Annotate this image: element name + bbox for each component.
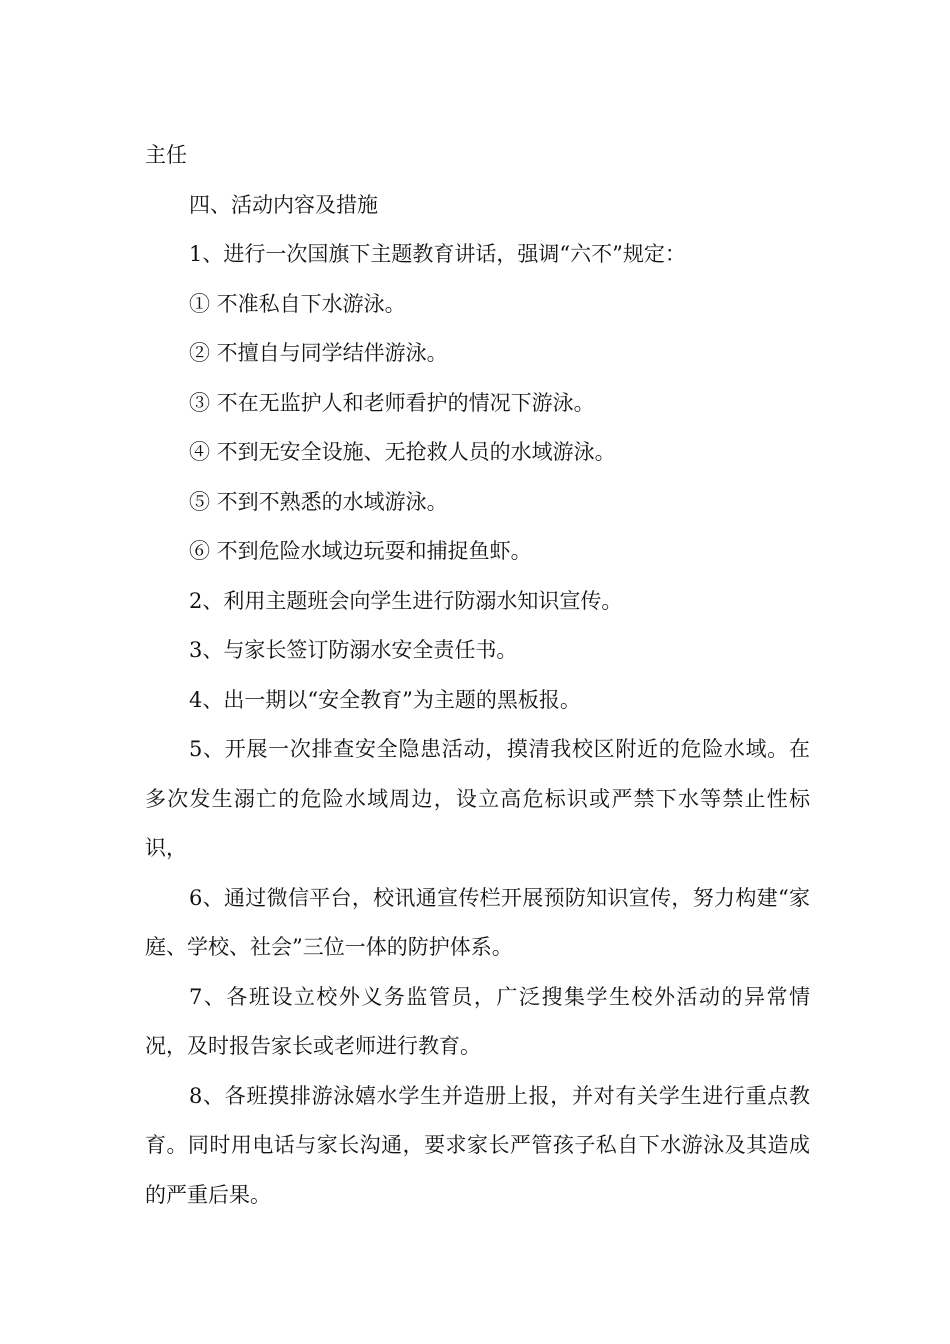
list-item-2: 2、利用主题班会向学生进行防溺水知识宣传。 (189, 588, 623, 613)
list-item-8: 8、各班摸排游泳嬉水学生并造册上报，并对有关学生进行重点教育。同时用电话与家长沟通，要求家长严管孩子私自下水游泳及其造成的严重后果。 (145, 1083, 810, 1207)
list-item-4: 4、出一期以“安全教育”为主题的黑板报。 (189, 687, 581, 712)
list-item-5: 5、开展一次排查安全隐患活动，摸清我校区附近的危险水域。在多次发生溺亡的危险水域周边，设立高危标识或严禁下水等禁止性标识， (145, 737, 810, 860)
list-item-7: 7、各班设立校外义务监管员，广泛搜集学生校外活动的异常情况，及时报告家长或老师进行教育。 (145, 984, 810, 1058)
rule-item-5: ⑤ 不到不熟悉的水域游泳。 (189, 489, 448, 514)
list-item-1: 1、进行一次国旗下主题教育讲话，强调“六不”规定： (189, 242, 686, 266)
rule-item-3: ③ 不在无监护人和老师看护的情况下游泳。 (189, 390, 595, 415)
rule-item-1: ① 不准私自下水游泳。 (189, 291, 406, 316)
list-item-6: 6、通过微信平台，校讯通宣传栏开展预防知识宣传，努力构建“家庭、学校、社会”三位一体的防护体系。 (145, 885, 810, 959)
rule-item-6: ⑥ 不到危险水域边玩耍和捕捉鱼虾。 (189, 539, 532, 563)
document-body (145, 131, 810, 1220)
rule-item-4: ④ 不到无安全设施、无抢救人员的水域游泳。 (189, 440, 616, 464)
list-item-3: 3、与家长签订防溺水安全责任书。 (189, 638, 518, 662)
paragraph-continuation: 主任 (145, 143, 187, 167)
rule-item-2: ② 不擅自与同学结伴游泳。 (189, 341, 448, 365)
section-heading: 四、活动内容及措施 (189, 192, 378, 217)
